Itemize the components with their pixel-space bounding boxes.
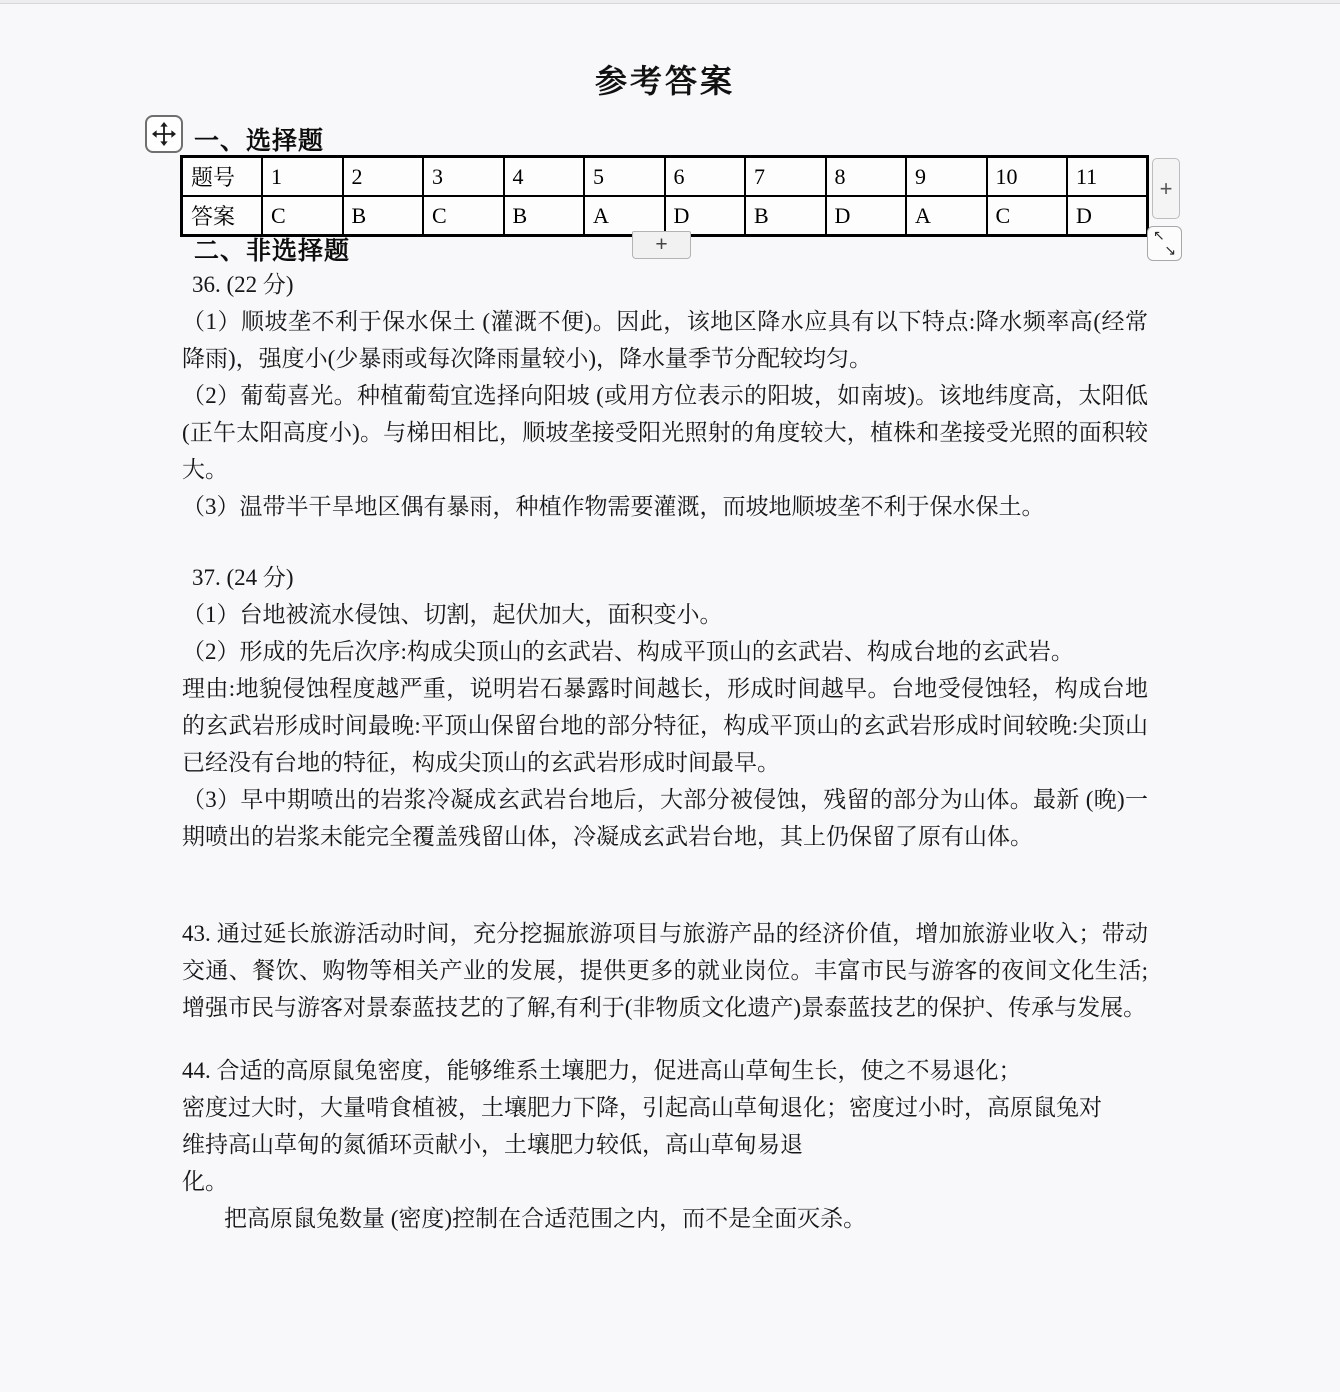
q36-heading: 36. (22 分): [192, 272, 294, 297]
plus-icon: +: [655, 233, 668, 256]
table-cell[interactable]: C: [987, 196, 1068, 236]
table-cell[interactable]: 6: [665, 157, 746, 197]
table-row-question-numbers: [182, 157, 1148, 197]
add-column-button[interactable]: [1152, 158, 1180, 219]
table-cell[interactable]: D: [665, 196, 746, 236]
plus-icon: +: [1159, 175, 1173, 201]
table-cell[interactable]: B: [745, 196, 826, 236]
table-cell[interactable]: 11: [1067, 157, 1148, 197]
table-cell[interactable]: 9: [906, 157, 987, 197]
table-cell[interactable]: 3: [423, 157, 504, 197]
table-resize-handle-button[interactable]: [1147, 226, 1182, 261]
table-cell[interactable]: 10: [987, 157, 1068, 197]
section-heading-nonchoice: 二、非选择题: [194, 237, 351, 265]
arrow-northwest-icon: ↖: [1153, 228, 1165, 244]
answer-table: [180, 155, 1149, 237]
answers-body: [182, 266, 1148, 1237]
move-icon: [152, 122, 176, 146]
paragraph-spacer: [182, 525, 1148, 559]
q37-answer-2: （2）形成的先后次序:构成尖顶山的玄武岩、构成平顶山的玄武岩、构成台地的玄武岩。: [182, 639, 1074, 664]
section-heading-choice: 一、选择题: [194, 127, 325, 155]
q43-answer: 43. 通过延长旅游活动时间，充分挖掘旅游项目与旅游产品的经济价值，增加旅游业收入；带动交通、餐饮、购物等相关产业的发展，提供更多的就业岗位。丰富市民与游客的夜间文化生活;增强市民与游客对景泰蓝技艺的了解,有利于(非物质文化遗产)景泰蓝技艺的保护、传承与发展。: [182, 921, 1148, 1020]
table-cell[interactable]: 8: [826, 157, 907, 197]
q44-answer-final: 把高原鼠兔数量 (密度)控制在合适范围之内，而不是全面灭杀。: [224, 1206, 867, 1231]
table-row-answers: [182, 196, 1148, 236]
q36-answer-3: （3）温带半干旱地区偶有暴雨，种植作物需要灌溉，而坡地顺坡垄不利于保水保土。: [182, 494, 1045, 519]
paragraph-spacer: [182, 889, 1148, 915]
arrow-southeast-icon: ↘: [1164, 243, 1176, 259]
window-top-edge: [0, 0, 1340, 4]
q44-answer-line: 密度过大时，大量啃食植被，土壤肥力下降，引起高山草甸退化；密度过小时，高原鼠兔对: [182, 1095, 1102, 1120]
q44-answer-line: 44. 合适的高原鼠兔密度，能够维系土壤肥力，促进高山草甸生长，使之不易退化；: [182, 1058, 1022, 1083]
q37-answer-3: （3）早中期喷出的岩浆冷凝成玄武岩台地后，大部分被侵蚀，残留的部分为山体。最新 (晚)一期喷出的岩浆未能完全覆盖残留山体，冷凝成玄武岩台地，其上仍保留了原有山体。: [182, 787, 1148, 849]
q36-answer-1: （1）顺坡垄不利于保水保土 (灌溉不便)。因此，该地区降水应具有以下特点:降水频率高(经常降雨)，强度小(少暴雨或每次降雨量较小)，降水量季节分配较均匀。: [182, 309, 1148, 371]
table-cell[interactable]: A: [584, 196, 665, 236]
table-cell[interactable]: 2: [343, 157, 424, 197]
q36-answer-2: （2）葡萄喜光。种植葡萄宜选择向阳坡 (或用方位表示的阳坡，如南坡)。该地纬度高，太阳低(正午太阳高度小)。与梯田相比，顺坡垄接受阳光照射的角度较大，植株和垄接受光照的面积较大。: [182, 383, 1148, 482]
q44-answer-line: 维持高山草甸的氮循环贡献小，土壤肥力较低，高山草甸易退: [182, 1132, 803, 1157]
table-cell[interactable]: C: [262, 196, 343, 236]
table-cell[interactable]: D: [1067, 196, 1148, 236]
table-cell[interactable]: 1: [262, 157, 343, 197]
paragraph-spacer: [182, 1026, 1148, 1052]
table-cell[interactable]: D: [826, 196, 907, 236]
table-cell[interactable]: A: [906, 196, 987, 236]
q44-answer-line: 化。: [182, 1169, 228, 1194]
table-cell[interactable]: 4: [504, 157, 585, 197]
table-cell[interactable]: 5: [584, 157, 665, 197]
table-cell[interactable]: C: [423, 196, 504, 236]
paragraph-spacer: [182, 855, 1148, 889]
q37-answer-1: （1）台地被流水侵蚀、切割，起伏加大，面积变小。: [182, 602, 723, 627]
add-row-button[interactable]: [632, 231, 691, 259]
table-cell[interactable]: 7: [745, 157, 826, 197]
q37-answer-2-reason: 理由:地貌侵蚀程度越严重，说明岩石暴露时间越长，形成时间越早。台地受侵蚀轻，构成台地的玄武岩形成时间最晚:平顶山保留台地的部分特征，构成平顶山的玄武岩形成时间较晚:尖顶山已经没有台地的特征，构成尖顶山的玄武岩形成时间最早。: [182, 676, 1148, 775]
table-cell-row-header[interactable]: 答案: [182, 196, 263, 236]
table-cell[interactable]: B: [504, 196, 585, 236]
page-title: 参考答案: [594, 63, 735, 99]
table-cell-row-header[interactable]: 题号: [182, 157, 263, 197]
table-cell[interactable]: B: [343, 196, 424, 236]
table-move-handle-button[interactable]: [145, 115, 183, 153]
q37-heading: 37. (24 分): [192, 565, 294, 590]
